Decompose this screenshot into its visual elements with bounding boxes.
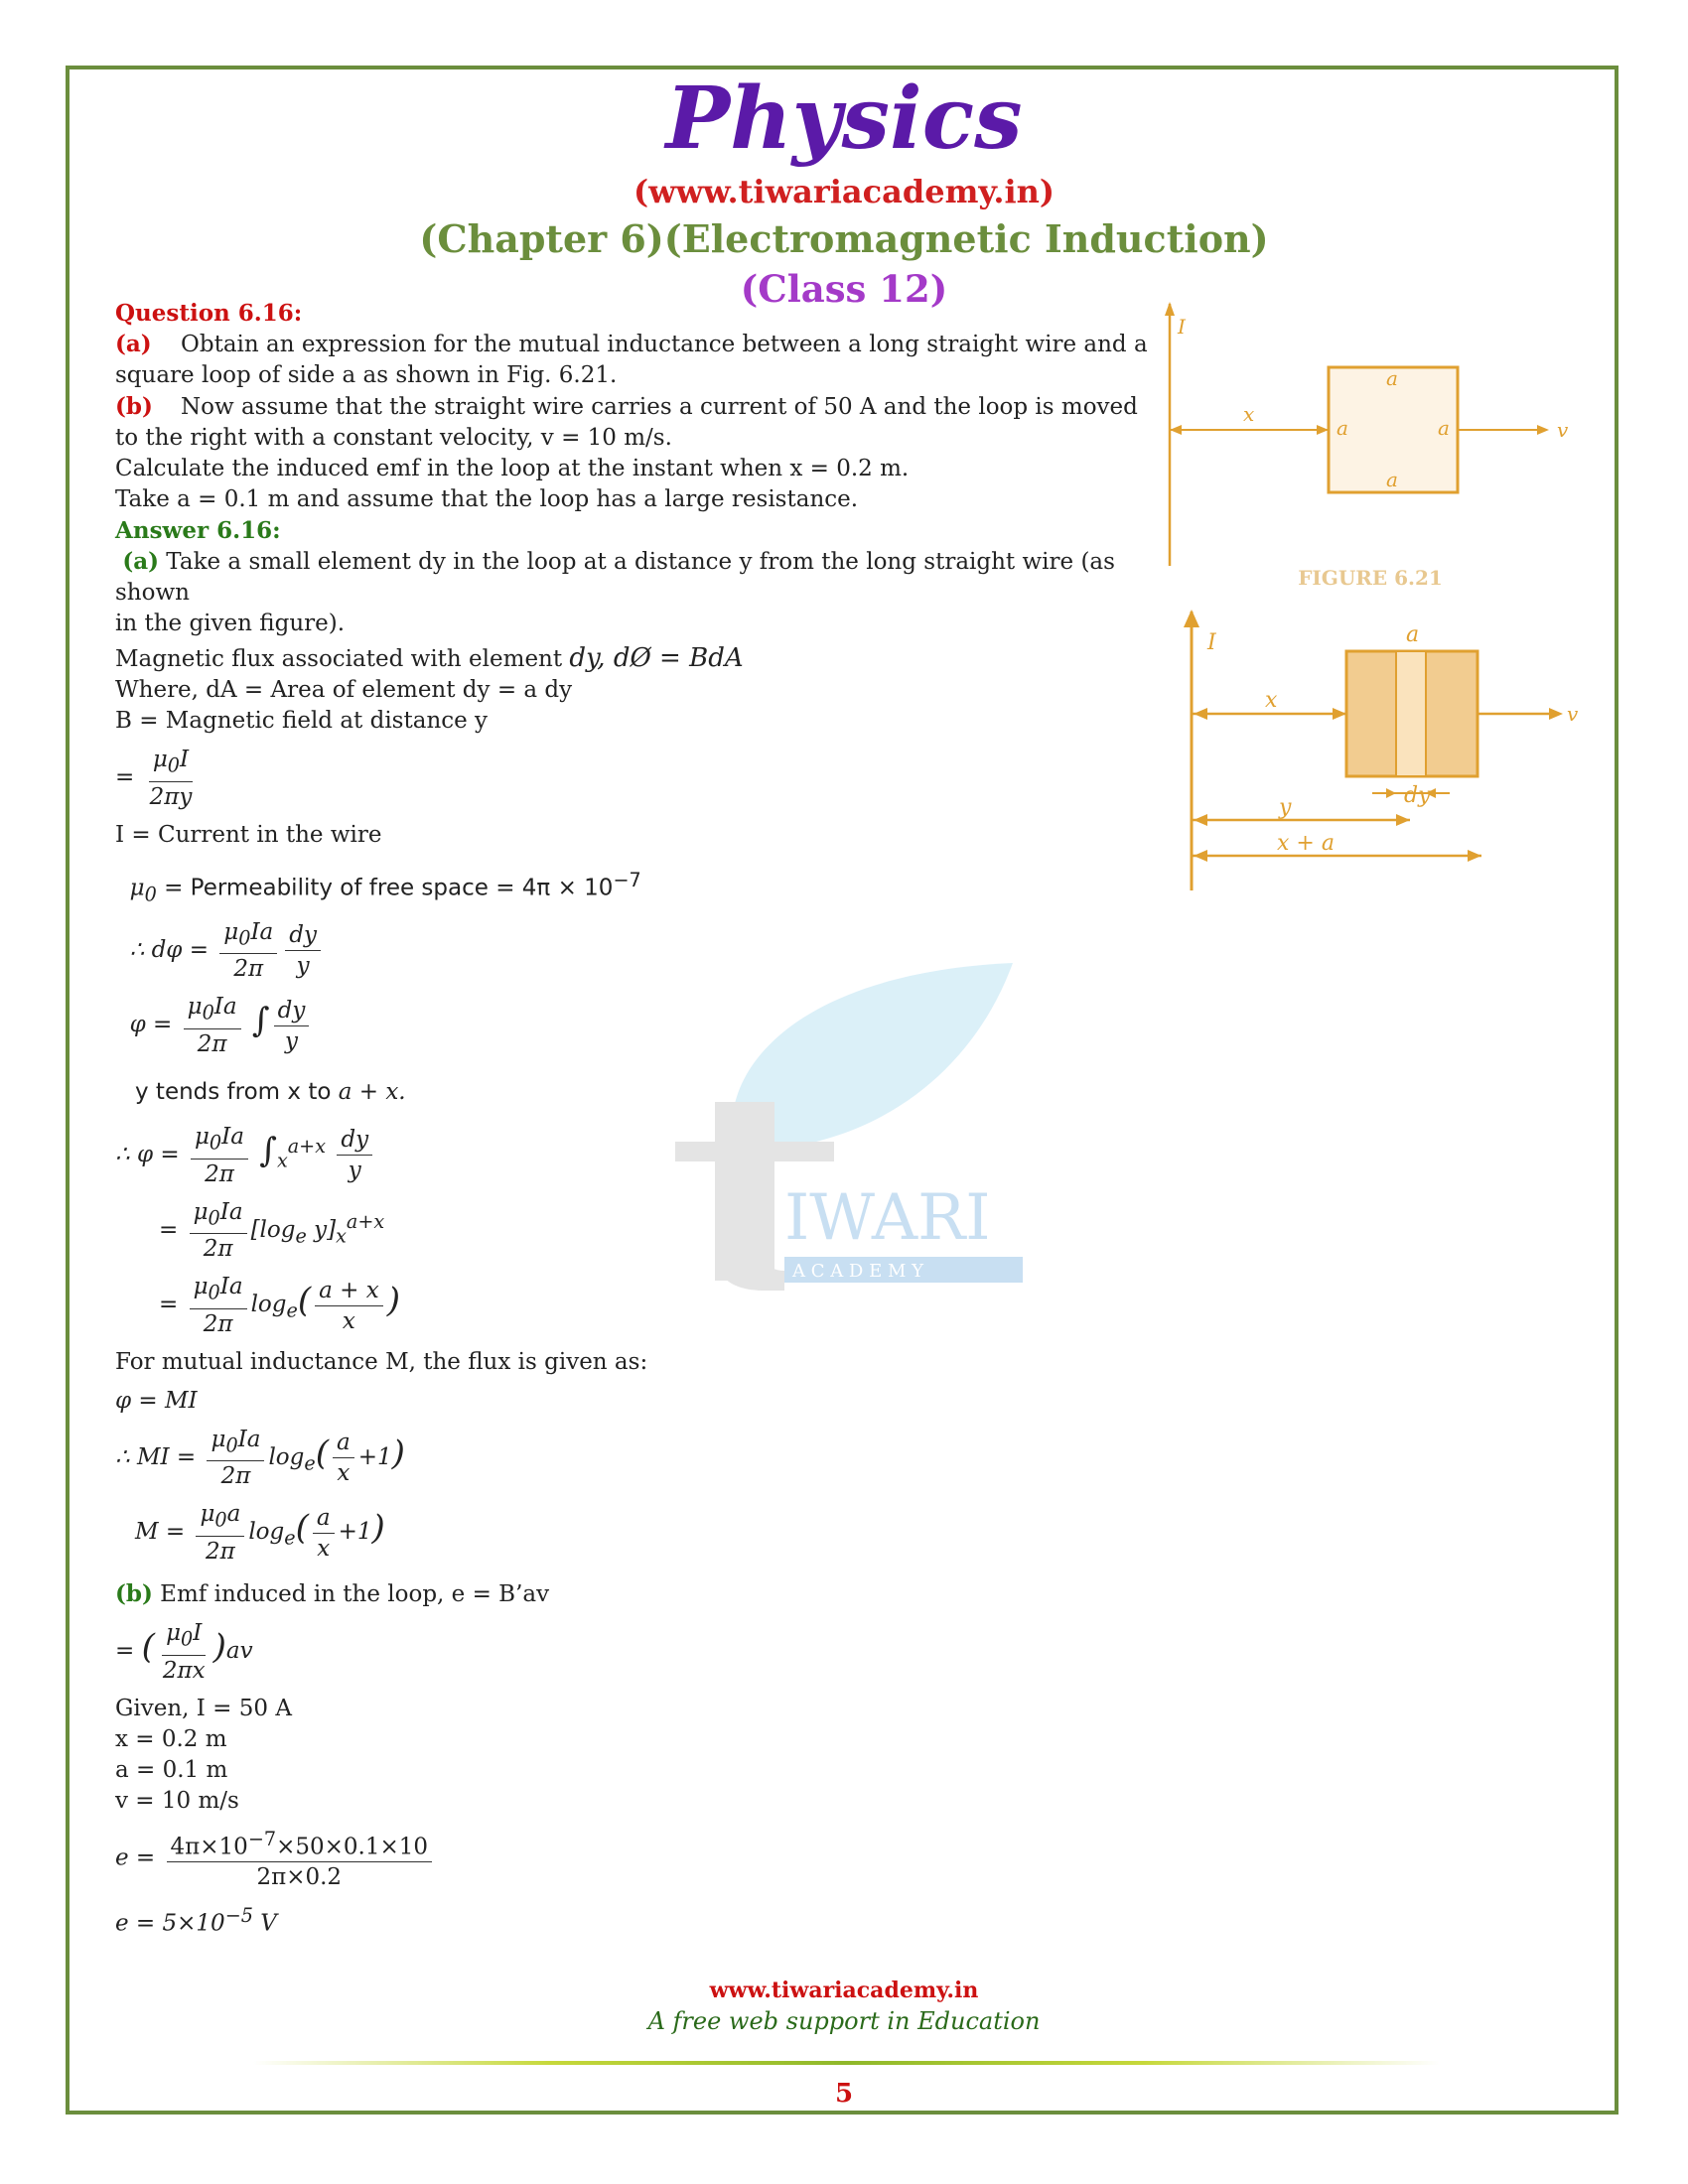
watermark-subtext: A C A D E M Y bbox=[792, 1261, 923, 1282]
question-b-text: Now assume that the straight wire carries a current of 50 A and the loop is moved bbox=[181, 394, 1138, 420]
chapter-title: (Chapter 6)(Electromagnetic Induction) bbox=[419, 216, 1269, 261]
side-a-left-label: a bbox=[1336, 416, 1348, 440]
watermark-text: IWARI bbox=[784, 1181, 991, 1255]
mu-exponent: −7 bbox=[613, 868, 641, 891]
header-url: (www.tiwariacademy.in) bbox=[633, 173, 1055, 210]
flux-text: Magnetic flux associated with element bbox=[115, 646, 563, 672]
eq-b-field: = $\frac{\mu_0I}{2\pi y}$ bbox=[115, 747, 193, 810]
eq-phi-integral: φ = $\frac{\mu_0Ia}{2\pi}$ ∫ $\frac{dy}{y}$ bbox=[115, 992, 1148, 1059]
given-4: v = 10 m/s bbox=[115, 1787, 239, 1814]
eq-phi-log: = $\frac{\mu_0Ia}{2\pi}$ $\log_e$( $\frac{a + x}{x}$ ) bbox=[159, 1274, 400, 1337]
eq-emf-numeric: e = $\frac{4\pi\times 10^{-7}\times 50\times 0.1\times 10}{2\pi\times 0.2}$ bbox=[115, 1825, 1148, 1893]
wire-current-label: I bbox=[1178, 315, 1186, 339]
answer-label: Answer 6.16: bbox=[115, 517, 281, 544]
question-label: Question 6.16: bbox=[115, 300, 303, 327]
given-3: a = 0.1 m bbox=[115, 1756, 228, 1783]
question-line-4: Take a = 0.1 m and assume that the loop has a large resistance. bbox=[115, 486, 859, 512]
side-a-bottom-label: a bbox=[1386, 468, 1398, 491]
page-number: 5 bbox=[834, 2079, 854, 2109]
distance-x-label-2: x bbox=[1265, 688, 1278, 713]
footer-tagline: A free web support in Education bbox=[647, 2007, 1041, 2035]
mu-text: = Permeability of free space = 4π × 10 bbox=[164, 875, 614, 901]
answer-a-text-2: in the given figure). bbox=[115, 611, 346, 636]
velocity-v-label: v bbox=[1557, 418, 1569, 442]
content-column bbox=[115, 298, 1148, 1948]
footer-url[interactable]: www.tiwariacademy.in bbox=[709, 1978, 979, 2003]
question-line-3: Calculate the induced emf in the loop at the instant when x = 0.2 m. bbox=[115, 456, 910, 481]
wire-current-label-2: I bbox=[1207, 630, 1216, 655]
velocity-v-label-2: v bbox=[1567, 702, 1579, 726]
page-title: Physics bbox=[665, 68, 1023, 169]
element-dy-label: dy bbox=[1404, 783, 1431, 808]
flux-math: dy, dØ = BdA bbox=[569, 643, 744, 673]
footer-divider bbox=[253, 2061, 1440, 2065]
distance-x-label: x bbox=[1243, 402, 1255, 426]
side-a-top-label: a bbox=[1386, 366, 1398, 390]
eq-mu: $\mu_0$ = Permeability of free space = $4\pi \times 10^{-7}$ bbox=[115, 868, 641, 905]
answer-a-text: Take a small element dy in the loop at a distance y from the long straight wire (as shown bbox=[115, 549, 1115, 606]
figure-element-dy-diagram bbox=[1162, 608, 1599, 895]
answer-b-label: (b) bbox=[115, 1580, 153, 1607]
tends-math: a + x. bbox=[338, 1079, 406, 1106]
eq-emf: = ( $\frac{\mu_0I}{2\pi x}$ )av bbox=[115, 1620, 253, 1684]
side-a-right-label: a bbox=[1438, 416, 1450, 440]
page-header bbox=[0, 69, 1688, 311]
b-field-text: B = Magnetic field at distance y bbox=[115, 708, 489, 734]
eq-dphi: ∴ dφ = $\frac{\mu_0Ia}{2\pi}$ $\frac{dy}{y}$ bbox=[115, 917, 1148, 985]
figure-caption: FIGURE 6.21 bbox=[1298, 566, 1443, 590]
page-footer bbox=[0, 1978, 1688, 2035]
distance-x-plus-a-label: x + a bbox=[1277, 831, 1335, 856]
eq-phi-mi: φ = MI bbox=[115, 1387, 198, 1414]
distance-y-label: y bbox=[1279, 795, 1292, 820]
given-1: Given, I = 50 A bbox=[115, 1695, 292, 1721]
question-a-label: (a) bbox=[115, 331, 152, 357]
eq-m: M = $\frac{\mu_0a}{2\pi}$ $\log_e$( $\frac{a}{x}$ +1) bbox=[135, 1501, 385, 1565]
eq-phi-log-bracket: = $\frac{\mu_0Ia}{2\pi}$ [$\log_e$ $y]_x^{a+x}$ bbox=[159, 1198, 385, 1263]
figure-6-21-diagram bbox=[1162, 298, 1599, 596]
eq-emf-result: $e = 5\times 10^{-5}$ V bbox=[115, 1904, 277, 1937]
given-2: x = 0.2 m bbox=[115, 1725, 227, 1752]
mutual-text: For mutual inductance M, the flux is given as: bbox=[115, 1348, 648, 1375]
question-a-text-2: square loop of side a as shown in Fig. 6.21. bbox=[115, 362, 618, 388]
tends-text: y tends from x to bbox=[135, 1079, 332, 1106]
question-b-text-2: to the right with a constant velocity, v = 10 m/s. bbox=[115, 425, 672, 451]
eq-phi-limits: ∴ φ = $\frac{\mu_0Ia}{2\pi}$ $\int_x^{a+x}$ $\frac{dy}{y}$ bbox=[115, 1122, 1148, 1189]
question-b-label: (b) bbox=[115, 393, 153, 420]
class-label: (Class 12) bbox=[740, 267, 948, 311]
current-text: I = Current in the wire bbox=[115, 821, 382, 848]
emf-text: Emf induced in the loop, e = B’av bbox=[160, 1581, 550, 1607]
question-a-text: Obtain an expression for the mutual inductance between a long straight wire and a bbox=[181, 332, 1148, 357]
side-a-label-2: a bbox=[1406, 622, 1420, 647]
answer-a-label: (a) bbox=[122, 548, 159, 575]
eq-mi: ∴ MI = $\frac{\mu_0Ia}{2\pi}$ $\log_e$( $\frac{a}{x}$ +1) bbox=[115, 1426, 405, 1490]
where-text: Where, dA = Area of element dy = a dy bbox=[115, 677, 573, 703]
